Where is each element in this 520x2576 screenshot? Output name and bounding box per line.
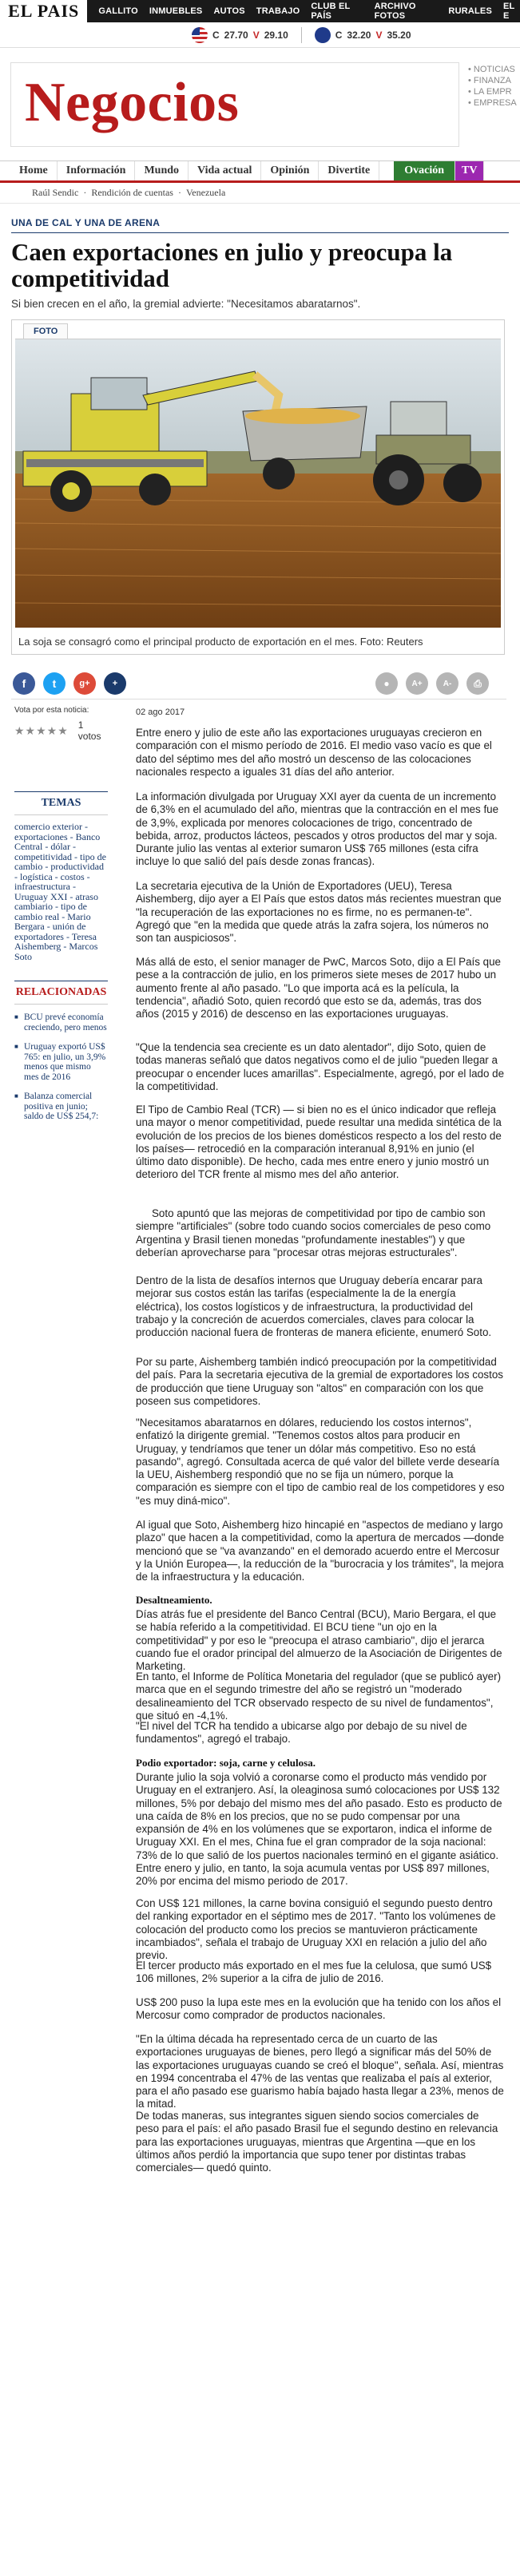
eu-flag-icon	[315, 27, 331, 43]
related-title: RELACIONADAS	[14, 981, 108, 1005]
top-nav-rurales[interactable]: RURALES	[448, 6, 492, 16]
top-nav-trabajo[interactable]: TRABAJO	[256, 6, 300, 16]
usd-sell-prefix: V	[252, 29, 260, 41]
eur-rate	[315, 27, 411, 43]
share-plus-icon[interactable]: +	[104, 672, 126, 695]
side-link-finanzas[interactable]: • FINANZA	[468, 75, 517, 86]
subnav-sep: ·	[177, 187, 181, 198]
nav-informacion[interactable]: Información	[58, 161, 136, 180]
related-list	[14, 1013, 108, 1122]
usd-rate	[192, 27, 288, 43]
paragraph: Soto apuntó que las mejoras de competitividad por tipo de cambio son siempre "artificiales" (sobre todo cuando socios comerciales de peso como Argentina y Brasil tienen monedas "profundamente inestables") y que deberían aprovecharse para "procesar otras mejoras estructurales".	[136, 1207, 491, 1258]
section-side-links	[468, 64, 517, 109]
usd-buy-prefix: C	[212, 29, 220, 41]
section-header	[0, 48, 520, 161]
google-plus-icon[interactable]: g+	[73, 672, 96, 695]
font-increase-icon[interactable]: A+	[406, 672, 428, 695]
twitter-icon[interactable]: t	[43, 672, 65, 695]
paragraph: El tercer producto más exportado en el mes fue la celulosa, que sumó US$ 106 millones, 2% superior a la cifra de julio de 2016.	[136, 1960, 492, 1985]
print-icon[interactable]: ⎙	[466, 672, 489, 695]
nav-opinion[interactable]: Opinión	[261, 161, 319, 180]
top-nav	[89, 0, 520, 22]
top-nav-more[interactable]: EL E	[503, 2, 515, 21]
paragraph: Entre enero y julio de este año las exportaciones uruguayas crecieron en comparación con el mismo período de 2016. El medio vaso vacío es que el dato del séptimo mes del año mostró un descenso de las colocaciones nacionales respecto a iguales 31 días del año anterior.	[136, 727, 492, 778]
eur-sell-prefix: V	[375, 29, 383, 41]
related-item[interactable]: ■ Balanza comercial positiva en junio; saldo de US$ 254,7:	[14, 1092, 108, 1122]
tags-title: TEMAS	[14, 791, 108, 815]
vote-label: Vota por esta noticia:	[14, 706, 89, 715]
nav-tv[interactable]: TV	[455, 161, 484, 180]
top-nav-club[interactable]: CLUB EL PAÍS	[311, 2, 351, 21]
subheading: Podio exportador: soja, carne y celulosa.	[136, 1757, 316, 1769]
subnav-sendic[interactable]: Raúl Sendic	[32, 187, 79, 198]
article-subhead: Si bien crecen en el año, la gremial advierte: "Necesitamos abaratarnos".	[11, 298, 361, 310]
paragraph: US$ 200 puso la lupa este mes en la evolución que ha tenido con los años el Mercosur como comprador de productos nacionales.	[136, 1996, 502, 2022]
subnav-rendicion[interactable]: Rendición de cuentas	[91, 187, 173, 198]
section-title-box	[10, 62, 459, 147]
article-date: 02 ago 2017	[136, 707, 185, 717]
top-nav-autos[interactable]: AUTOS	[213, 6, 245, 16]
nav-divertite[interactable]: Divertite	[319, 161, 379, 180]
main-nav	[0, 161, 520, 183]
usd-buy: 27.70	[224, 29, 248, 41]
related-item[interactable]: ■ BCU prevé economía creciendo, pero menos	[14, 1013, 108, 1032]
site-logo[interactable]: EL PAIS	[0, 0, 89, 22]
paragraph: Dentro de la lista de desafíos internos que Uruguay debería encarar para mejorar sus costos están las tarifas (especialmente la de la energía eléctrica), los costos logísticos y de infraestructura, la productividad del trabajo y la concreción de acuerdos comerciales, claves para colocar la producción nacional fuera de fronteras de manera eficiente, enumeró Soto.	[136, 1274, 492, 1339]
paragraph: Durante julio la soja volvió a coronarse como el producto más vendido por Uruguay en el extranjero. Así, la oleaginosa sumó colocaciones por US$ 132 millones, 5% por debajo del mismo mes del año pasado. Esto es producto de una caída de 8% en los precios, que no se pudo compensar por una expansión de 4% en los volúmenes que se exportaron, indica el informe de Uruguay XXI. En el mes, China fue el gran comprador de la soja nacional: 73% de lo que salió de los puertos nacionales terminó en el gigante asiático. Entre enero y julio, en tanto, la soja acumula ventas por US$ 897 millones, 20% por encima del mismo periodo de 2017.	[136, 1771, 502, 1888]
paragraph: "En la última década ha representado cerca de un cuarto de las exportaciones uruguayas de bienes, pero llegó a significar más del 50% de las exportaciones uruguayas cuando se creó el bloque", señala. Así, mientras en 1994 concentraba el 47% de las ventas que realizaba el país al exterior, para el año pasado ese guarismo había bajado hasta llegar a 23%, menos de la mitad.	[136, 2033, 504, 2110]
top-bar	[0, 0, 520, 22]
paragraph: La secretaria ejecutiva de la Unión de Exportadores (UEU), Teresa Aishemberg, dijo ayer a El País que estos datos más recientes muestran que "la recuperación de las exportaciones no es firme, no es permanen-te". Agregó que "en la medida que quede atrás la zafra sojera, los números no son tan auspiciosos".	[136, 880, 502, 945]
rating-stars[interactable]	[14, 719, 108, 742]
paragraph: Más allá de esto, el senior manager de PwC, Marcos Soto, dijo a El País que pese a la contracción de julio, en los primeros siete meses de 2017 hubo un aumento frente al año pasado. "Lo que importa acá es la película, la tendencia", añadió Soto, quien recordó que esto se da, además, tras dos años (2015 y 2016) de descenso en las exportaciones uruguayas.	[136, 956, 502, 1020]
exchange-bar	[0, 22, 520, 48]
photo-tab[interactable]: FOTO	[23, 323, 68, 339]
nav-ovacion[interactable]: Ovación	[394, 161, 455, 180]
eur-sell: 35.20	[387, 29, 411, 41]
paragraph: El Tipo de Cambio Real (TCR) — si bien no es el único indicador que refleja una mayor o menor competitividad, puede resultar una medida sintética de la evolución de los precios de los bienes domésticos respecto a los del resto de los países— retrocedió en la comparación interanual 8,91% en junio (el último dato disponible). De hecho, cada mes entre enero y junio mostró un deterioro del TCR frente al mismo mes del año anterior.	[136, 1104, 502, 1181]
tags-block	[14, 791, 108, 961]
side-link-empresas[interactable]: • EMPRESA	[468, 97, 517, 109]
top-nav-inmuebles[interactable]: INMUEBLES	[149, 6, 203, 16]
side-link-noticias[interactable]: • NOTICIAS	[468, 64, 517, 75]
font-decrease-icon[interactable]: A-	[436, 672, 458, 695]
subnav-sep: ·	[83, 187, 87, 198]
top-nav-archivo[interactable]: ARCHIVO FOTOS	[374, 2, 416, 21]
related-item[interactable]: ■ Uruguay exportó US$ 765: en julio, un 3,9% menos que mismo mes de 2016	[14, 1042, 108, 1082]
content-area	[0, 706, 520, 2463]
nav-mundo[interactable]: Mundo	[135, 161, 189, 180]
subheading: Desaltneamiento.	[136, 1594, 212, 1606]
top-nav-gallito[interactable]: GALLITO	[98, 6, 138, 16]
article-body	[136, 706, 505, 2174]
paragraph: En tanto, el Informe de Política Monetaria del regulador (que se publicó ayer) marca que en el segundo trimestre del año se registró un "moderado desalineamiento del TCR observado respecto de su nivel de fundamentos", que situó en -4,1%.	[136, 1670, 502, 1722]
facebook-icon[interactable]: f	[13, 672, 35, 695]
nav-vida-actual[interactable]: Vida actual	[189, 161, 261, 180]
paragraph: Con US$ 121 millones, la carne bovina consiguió el segundo puesto dentro del ranking exportador en el séptimo mes de 2017. "Tanto los volúmenes de colocación del producto como los precios se mantuvieron prácticamente incambiados", señala el trabajo de Uruguay XXI en relación a julio del año previo.	[136, 1897, 496, 1962]
paragraph: "El nivel del TCR ha tendido a ubicarse algo por debajo de su nivel de fundamentos", agregó el trabajo.	[136, 1720, 467, 1746]
divider	[301, 27, 302, 43]
article-headline: Caen exportaciones en julio y preocupa la competitividad	[11, 238, 453, 292]
harvester-photo-illustration	[15, 339, 501, 628]
paragraph: Días atrás fue el presidente del Banco Central (BCU), Mario Bergara, el que se había referido a la competitividad. El BCU tiene "un ojo en la competitividad" y por eso le "preocupa el atraso cambiario", dijo el jerarca cuando fue el orador principal del almuerzo de la Asociación de Dirigentes de Marketing.	[136, 1608, 502, 1673]
paragraph: De todas maneras, sus integrantes siguen siendo socios comerciales de peso para el país: el año pasado Brasil fue el segundo destino en relevancia para las exportaciones uruguayas, mientras que Argentina —que en los últimos años perdió la importancia que supo tener por distintas trabas comerciales— quedó quinto.	[136, 2110, 498, 2174]
paragraph: "Que la tendencia sea creciente es un dato alentador", dijo Soto, quien de todas maneras señaló que datos negativos como el de julio "pueden llegar a preocupar o encender luces amarillas". Especialmente, agregó, por el lado de la competitividad.	[136, 1041, 505, 1092]
kicker-divider	[11, 232, 509, 233]
sub-nav	[0, 183, 520, 204]
paragraph: "Necesitamos abaratarnos en dólares, reduciendo los costos internos", enfatizó la dirigente gremial. "Tenemos costos altos para producir en Uruguay, y tendríamos que tener un dólar más competitivo. Eso no está pasando", agregó. Consultada acerca de qué valor del billete verde desearía la UEU, Aishemberg respondió que no se fija un número, porque la comparación es siempre con el tipo de cambio real de los competidores y eso "es muy diná-mico".	[136, 1417, 505, 1507]
eur-buy: 32.20	[347, 29, 371, 41]
paragraph: La información divulgada por Uruguay XXI ayer da cuenta de un incremento de 6,3% en el acumulado del año, mientras que la contracción en el mes fue de 3,9%, explicada por menores colocaciones de trigo, concentrado de bebida, arroz, productos lácteos, pescados y otros productos del mar y soja. Durante julio las ventas al exterior sumaron US$ 765 millones (esta cifra incluye lo que salió del país desde zonas francas).	[136, 791, 499, 868]
related-block	[14, 981, 108, 1122]
photo-caption: La soja se consagró como el principal producto de exportación en el mes. Foto: Reuters	[18, 636, 423, 648]
comments-icon[interactable]: ●	[375, 672, 398, 695]
share-bar	[11, 669, 506, 699]
section-title[interactable]: Negocios	[25, 72, 240, 133]
us-flag-icon	[192, 27, 208, 43]
eur-buy-prefix: C	[335, 29, 343, 41]
subnav-venezuela[interactable]: Venezuela	[185, 187, 226, 198]
usd-sell: 29.10	[264, 29, 288, 41]
nav-home[interactable]: Home	[10, 161, 58, 180]
tags-list[interactable]: comercio exterior - exportaciones - Banco Central - dólar - competitividad - tipo de cambio - productividad - logística - costos - infraestructura - Uruguay XXI - atraso cambiario - tipo de cambio real - Mario Bergara - unión de exportadores - Teresa Aishemberg - Marcos Soto	[14, 821, 106, 962]
paragraph: Al igual que Soto, Aishemberg hizo hincapié en "aspectos de mediano y largo plazo" que hacen a la competitividad, como la apertura de mercados —donde mencionó que se "va avanzando" en el demorado acuerdo entre el Mercosur y la Unión Europea—, la reducción de la "burocracia y los trámites", la mejora de la infraestructura y la educación.	[136, 1519, 505, 1583]
article-kicker: UNA DE CAL Y UNA DE ARENA	[11, 217, 161, 228]
article-photo[interactable]	[15, 339, 501, 628]
photo-box	[11, 319, 505, 655]
paragraph: Por su parte, Aishemberg también indicó preocupación por la competitividad del país. Para la secretaria ejecutiva de la gremial de exportadores los costos de producción que tiene Uruguay son "altos" en comparación con los que poseen sus competidores.	[136, 1356, 503, 1407]
star-rating-icon[interactable]: ★★★★★	[14, 723, 69, 737]
side-link-empresa[interactable]: • LA EMPR	[468, 86, 517, 97]
sidebar	[14, 706, 108, 1131]
vote-count: 1 votos	[77, 719, 101, 742]
